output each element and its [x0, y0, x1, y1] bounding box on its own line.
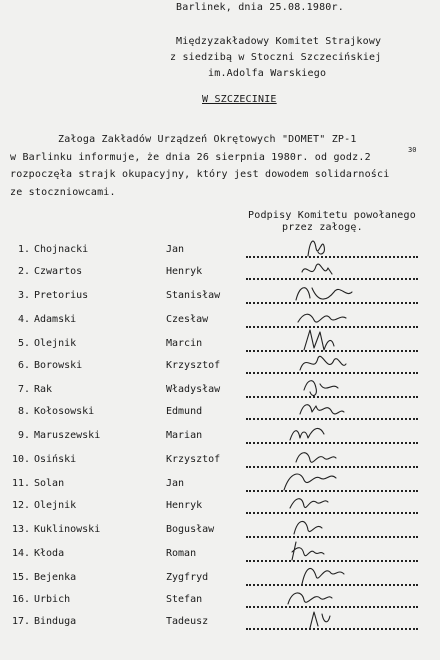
member-first-name: Henryk [166, 500, 203, 511]
member-surname: Kuklinowski [34, 524, 101, 535]
member-number: 7. [17, 384, 30, 395]
member-number: 16. [11, 594, 30, 605]
member-number: 12. [11, 500, 30, 511]
member-surname: Maruszewski [34, 430, 101, 441]
member-row [0, 314, 440, 332]
member-surname: Bejenka [34, 572, 77, 583]
member-surname: Adamski [34, 314, 77, 325]
member-surname: Olejnik [34, 500, 77, 511]
member-first-name: Czesław [166, 314, 209, 325]
member-surname: Osiński [34, 454, 77, 465]
member-surname: Solan [34, 478, 65, 489]
member-row [0, 548, 440, 566]
member-number: 14. [11, 548, 30, 559]
member-first-name: Marcin [166, 338, 203, 349]
member-surname: Olejnik [34, 338, 77, 349]
member-surname: Czwartos [34, 266, 83, 277]
addressee-city: W SZCZECINIE [202, 94, 277, 105]
body-line-2: w Barlinku informuje, że dnia 26 sierpnia 1980r. od godz.2 [10, 152, 371, 163]
member-first-name: Władysław [166, 384, 221, 395]
member-surname: Urbich [34, 594, 71, 605]
handwritten-signature [280, 280, 360, 306]
body-line-1: Załoga Zakładów Urządzeń Okrętowych "DOMET" ZP-1 [58, 134, 357, 145]
member-row [0, 594, 440, 612]
member-number: 9. [17, 430, 30, 441]
handwritten-signature [280, 396, 360, 422]
member-number: 4. [17, 314, 30, 325]
member-first-name: Stanisław [166, 290, 221, 301]
handwritten-signature [280, 514, 360, 540]
member-first-name: Edmund [166, 406, 203, 417]
member-surname: Rak [34, 384, 53, 395]
member-first-name: Bogusław [166, 524, 215, 535]
handwritten-signature [280, 444, 360, 470]
member-number: 13. [11, 524, 30, 535]
member-row [0, 572, 440, 590]
member-surname: Kłoda [34, 548, 65, 559]
handwritten-signature [280, 304, 360, 330]
handwritten-signature [280, 538, 360, 564]
member-surname: Borowski [34, 360, 83, 371]
place-date: Barlinek, dnia 25.08.1980r. [176, 2, 344, 13]
member-row [0, 406, 440, 424]
member-number: 2. [17, 266, 30, 277]
member-row [0, 244, 440, 262]
member-first-name: Krzysztof [166, 454, 221, 465]
member-number: 6. [17, 360, 30, 371]
signatures-header-line-2: przez załogę. [282, 222, 363, 233]
member-first-name: Tadeusz [166, 616, 209, 627]
member-row [0, 266, 440, 284]
member-row [0, 454, 440, 472]
member-row [0, 524, 440, 542]
body-line-4: ze stoczniowcami. [10, 187, 116, 198]
member-first-name: Marian [166, 430, 203, 441]
member-row [0, 500, 440, 518]
handwritten-signature [280, 490, 360, 516]
addressee-line-1: Międzyzakładowy Komitet Strajkowy [176, 36, 382, 47]
handwritten-signature [280, 606, 360, 632]
signatures-header-line-1: Podpisy Komitetu powołanego [248, 210, 416, 221]
handwritten-signature [280, 256, 360, 282]
addressee-line-2: z siedzibą w Stoczni Szczecińskiej [170, 52, 382, 63]
member-row [0, 430, 440, 448]
member-first-name: Jan [166, 244, 185, 255]
member-row [0, 616, 440, 634]
body-line-3: rozpoczęła strajk okupacyjny, który jest dowodem solidarności [10, 169, 390, 180]
member-first-name: Roman [166, 548, 197, 559]
member-number: 1. [17, 244, 30, 255]
handwritten-signature [280, 350, 360, 376]
addressee-line-3: im.Adolfa Warskiego [208, 68, 327, 79]
member-number: 15. [11, 572, 30, 583]
member-surname: Pretorius [34, 290, 89, 301]
member-surname: Kołosowski [34, 406, 95, 417]
body-line-2-superscript: 30 [408, 146, 417, 154]
handwritten-signature [280, 420, 360, 446]
member-row [0, 290, 440, 308]
member-number: 10. [11, 454, 30, 465]
member-first-name: Stefan [166, 594, 203, 605]
member-first-name: Krzysztof [166, 360, 221, 371]
member-row [0, 478, 440, 496]
member-surname: Binduga [34, 616, 77, 627]
member-first-name: Henryk [166, 266, 203, 277]
member-first-name: Zygfryd [166, 572, 209, 583]
member-number: 17. [11, 616, 30, 627]
member-row [0, 384, 440, 402]
member-row [0, 338, 440, 356]
member-surname: Chojnacki [34, 244, 89, 255]
member-number: 5. [17, 338, 30, 349]
member-number: 8. [17, 406, 30, 417]
member-number: 3. [17, 290, 30, 301]
member-first-name: Jan [166, 478, 185, 489]
member-row [0, 360, 440, 378]
member-number: 11. [11, 478, 30, 489]
